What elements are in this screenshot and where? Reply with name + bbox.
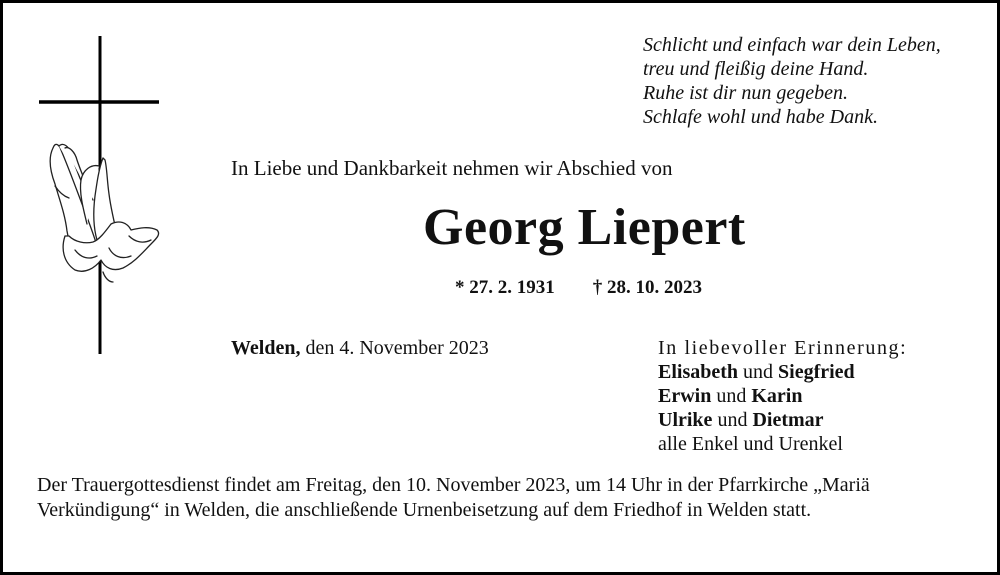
poem-line: Ruhe ist dir nun gegeben. xyxy=(643,82,848,104)
mourner-row xyxy=(658,360,907,384)
birth-date: * 27. 2. 1931 xyxy=(455,277,555,298)
mourner-name: Siegfried xyxy=(778,361,855,383)
farewell-intro: In Liebe und Dankbarkeit nehmen wir Abschied von xyxy=(231,156,673,180)
mourner-name: Dietmar xyxy=(752,409,824,431)
place-name: Welden, xyxy=(231,337,301,359)
poem-line: treu und fleißig deine Hand. xyxy=(643,58,869,80)
mourner-connector: und xyxy=(712,409,753,431)
mourners-list xyxy=(658,336,907,456)
mourner-row xyxy=(658,384,907,408)
service-announcement: Der Trauergottesdienst findet am Freitag, den 10. November 2023, um 14 Uhr in der Pfarrkirche „Mariä Verkündigung“ in Welden, die anschließende Urnenbeisetzung auf dem Friedhof in Welden statt. xyxy=(37,474,870,521)
poem xyxy=(643,33,941,129)
cross-icon xyxy=(39,36,161,356)
praying-hands-icon xyxy=(50,144,158,282)
mourner-name: Karin xyxy=(751,385,803,407)
mourner-connector: und xyxy=(711,385,752,407)
death-date: † 28. 10. 2023 xyxy=(592,277,702,298)
mourner-row xyxy=(658,408,907,432)
life-dates xyxy=(455,277,702,299)
mourner-name: Ulrike xyxy=(658,409,713,431)
place-and-date xyxy=(231,337,489,360)
mourners-heading: In liebevoller Erinnerung: xyxy=(658,337,908,359)
mourner-connector: und xyxy=(738,361,779,383)
mourners-closing: alle Enkel und Urenkel xyxy=(658,433,843,455)
deceased-name: Georg Liepert xyxy=(423,199,746,256)
mourner-name: Erwin xyxy=(658,385,712,407)
mourner-name: Elisabeth xyxy=(658,361,739,383)
notice-date: den 4. November 2023 xyxy=(300,337,489,359)
poem-line: Schlafe wohl und habe Dank. xyxy=(643,106,878,128)
poem-line: Schlicht und einfach war dein Leben, xyxy=(643,34,941,56)
